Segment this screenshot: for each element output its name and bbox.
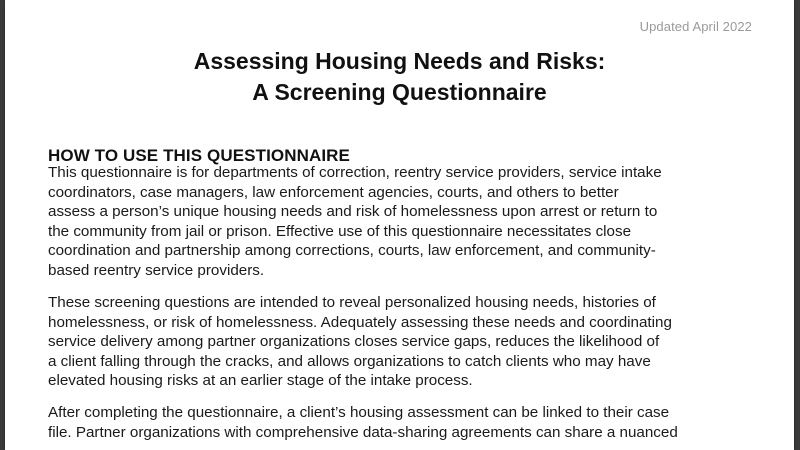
paragraph-line: assess a person’s unique housing needs and risk of homelessness upon arrest or return to bbox=[48, 203, 658, 220]
paragraph-line: file. Partner organizations with comprehensive data-sharing agreements can share a nuanced bbox=[48, 423, 678, 441]
paragraph-line: After completing the questionnaire, a client’s housing assessment can be linked to their case bbox=[48, 404, 670, 421]
paragraph-line: coordination and partnership among corrections, courts, law enforcement, and community- bbox=[48, 242, 656, 259]
document-title-line-2: A Screening Questionnaire bbox=[252, 79, 547, 105]
paragraph-line: the community from jail or prison. Effective use of this questionnaire necessitates close bbox=[48, 222, 632, 240]
paragraph-line: homelessness, or risk of homelessness. Adequately assessing these needs and coordinating bbox=[48, 313, 672, 331]
paragraph-line: based reentry service providers. bbox=[48, 261, 265, 279]
document-page bbox=[5, 0, 794, 450]
updated-date: Updated April 2022 bbox=[639, 19, 752, 34]
paragraph-line: These screening questions are intended to reveal personalized housing needs, histories of bbox=[48, 294, 656, 311]
paragraph-line: elevated housing risks at an earlier stage of the intake process. bbox=[48, 372, 473, 389]
paragraph-after-completing bbox=[48, 403, 768, 442]
paragraph-screening bbox=[48, 293, 768, 391]
paragraph-line: service delivery among partner organizations closes service gaps, reduces the likelihood of bbox=[48, 333, 660, 350]
paragraph-line: coordinators, case managers, law enforcement agencies, courts, and others to better bbox=[48, 183, 619, 201]
paragraph-intro bbox=[48, 163, 768, 280]
paragraph-line: This questionnaire is for departments of correction, reentry service providers, service intake bbox=[48, 164, 662, 181]
paragraph-line: a client falling through the cracks, and allows organizations to catch clients who may have bbox=[48, 352, 651, 370]
document-title-line-1: Assessing Housing Needs and Risks: bbox=[193, 48, 606, 74]
document-title bbox=[5, 46, 794, 108]
section-heading: HOW TO USE THIS QUESTIONNAIRE bbox=[48, 146, 350, 165]
